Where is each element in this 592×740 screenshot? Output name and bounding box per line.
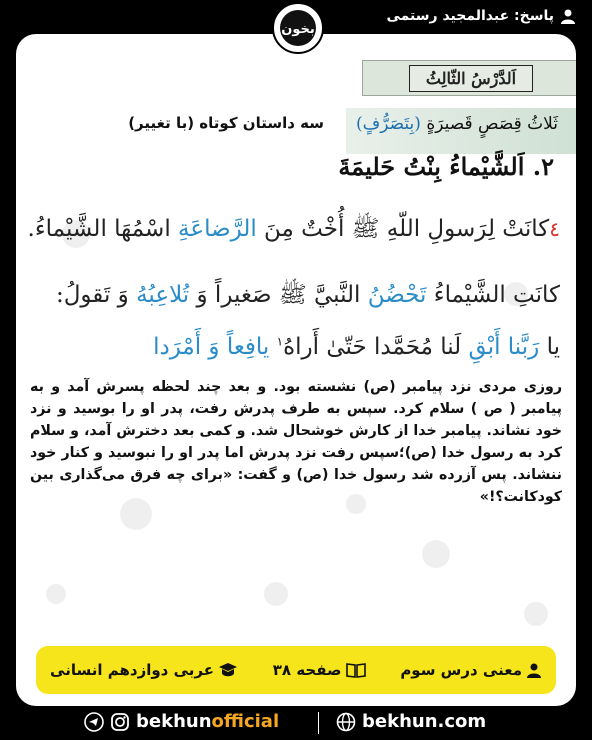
info-bar — [36, 646, 556, 694]
arabic-text: وَ تَقولُ: — [55, 282, 137, 308]
social-handle[interactable] — [84, 711, 279, 732]
subtitle-persian: سه داستان کوتاه (با تغییر) — [128, 114, 324, 132]
arabic-line-2 — [56, 280, 560, 314]
website-text[interactable]: bekhun.com — [362, 711, 487, 732]
footnote-marker: ١ — [276, 334, 284, 349]
responder-text: پاسخ: عبدالمجید رستمی — [386, 8, 554, 24]
lesson-tag-text: اَلدَّرْسُ الثّالِثُ — [409, 65, 533, 92]
website-link[interactable] — [336, 711, 486, 732]
arabic-text: النَّبيَّ ﷺ صَغيراً وَ — [189, 282, 368, 308]
arabic-highlight: تَحْضُنُ — [367, 282, 427, 308]
globe-icon — [336, 712, 356, 732]
info-page — [273, 661, 366, 679]
arabic-highlight: يافِعاً وَ أَمْرَدا — [153, 334, 277, 360]
info-meaning-text: معنی درس سوم — [400, 661, 522, 679]
handle-prefix: bekhun — [136, 711, 212, 732]
instagram-icon[interactable] — [110, 712, 130, 732]
story-title: ٢. اَلشَّيْماءُ بِنْتُ حَليمَةَ — [338, 152, 554, 181]
arabic-text: اسْمُهَا الشَّيْماءُ. — [27, 216, 179, 242]
telegram-icon[interactable] — [84, 712, 104, 732]
social-handle-text[interactable] — [136, 711, 279, 732]
arabic-highlight: الرَّضاعَةِ — [178, 216, 257, 242]
responder-label — [386, 8, 576, 24]
logo-mark — [278, 8, 318, 48]
content-card — [16, 34, 576, 706]
info-page-text: صفحه ۳۸ — [272, 661, 342, 679]
subtitle-arabic — [356, 114, 558, 134]
arabic-line-1 — [28, 214, 560, 248]
footer — [0, 706, 592, 740]
line-number: ٤ — [549, 217, 560, 241]
arabic-text: يا — [539, 334, 560, 360]
subtitle-arabic-paren: (بِتَصَرُّفٍ) — [356, 114, 421, 134]
svg-text:بخون: بخون — [281, 22, 315, 37]
info-meaning — [400, 661, 542, 679]
arabic-text: لَنا مُحَمَّدا حَتّىٰ أَراهُ — [283, 334, 469, 360]
arabic-highlight: تُلاعِبُهُ — [136, 282, 190, 308]
arabic-line-3 — [153, 334, 560, 360]
bekhun-logo — [272, 2, 324, 54]
subtitle-arabic-main: ثَلاثُ قِصَصٍ قَصيرَةٍ — [426, 114, 558, 134]
arabic-text: كانَتِ الشَّيْماءُ — [426, 282, 560, 308]
book-icon — [346, 662, 366, 678]
graduation-cap-icon — [218, 662, 238, 678]
info-grade-text: عربی دوازدهم انسانی — [50, 661, 214, 679]
user-icon — [560, 8, 576, 24]
student-icon — [526, 662, 542, 678]
handle-suffix: official — [211, 711, 280, 732]
info-grade — [50, 661, 238, 679]
lesson-tag — [362, 60, 576, 96]
footer-divider — [318, 712, 319, 734]
arabic-highlight: رَبَّنا أَبْقِ — [468, 334, 540, 360]
arabic-text: كانَتْ لِرَسولِ اللّهِ ﷺ أُخْتٌ مِنَ — [256, 216, 550, 242]
persian-translation: روزی مردی نزد پیامبر (ص) نشسته بود. و بعد چند لحظه پسرش آمد و به پیامبر ( ص ) سلام کرد. سپس به طرف پدرش رفت، پدر او را بوسید و نزد خود نشاند. پیامبر خدا از کارش خوشحال شد. و کمی بعد دخترش آمد، و سلام کرد به رسول خدا (ص)؛سپس رفت نزد پدرش اما پدر او را نبوسید و کنار خود ننشاند. پس آزرده شد رسول خدا (ص) و گفت: «برای چه فرق می‌گذاری بین کودکانت؟!» — [30, 379, 562, 505]
